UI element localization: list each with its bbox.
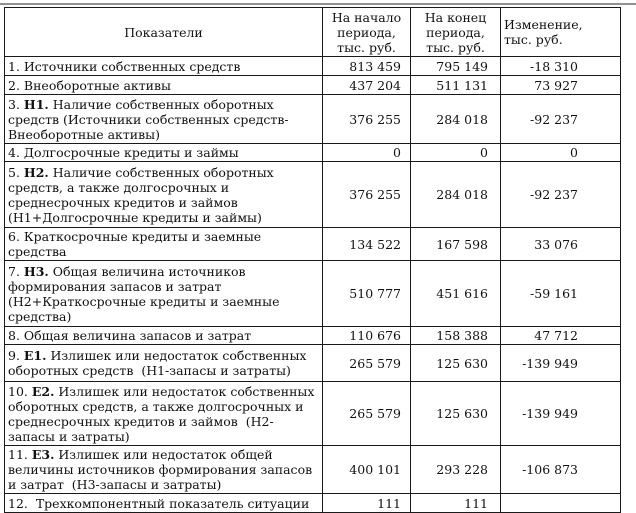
change-value-cell: -92 237 xyxy=(501,95,621,144)
indicator-cell: 10. Е2. Излишек или недостаток собственных оборотных средств, а также долгосрочных и среднесрочных кредитов и займов (Н2-запасы и затраты) xyxy=(5,382,323,446)
begin-value-cell: 0 xyxy=(323,144,411,162)
begin-value-cell: 376 255 xyxy=(323,162,411,228)
change-value-cell: -92 237 xyxy=(501,162,621,228)
table-row xyxy=(5,327,621,345)
change-value-cell: 73 927 xyxy=(501,76,621,95)
indicator-cell: 8. Общая величина запасов и затрат xyxy=(5,327,323,345)
table-row xyxy=(5,446,621,494)
change-value-cell: 0 xyxy=(501,144,621,162)
col-header-end-period: На конец периода, тыс. руб. xyxy=(411,8,501,57)
table-row xyxy=(5,494,621,513)
col-header-indicators: Показатели xyxy=(5,8,323,57)
begin-value-cell: 813 459 xyxy=(323,57,411,76)
change-value-cell: 47 712 xyxy=(501,327,621,345)
begin-value-cell: 376 255 xyxy=(323,95,411,144)
indicator-cell: 3. Н1. Наличие собственных оборотных средств (Источники собственных средств-Внеоборотные активы) xyxy=(5,95,323,144)
begin-value-cell: 265 579 xyxy=(323,382,411,446)
change-value-cell: -18 310 xyxy=(501,57,621,76)
begin-value-cell: 265 579 xyxy=(323,345,411,382)
table-row xyxy=(5,57,621,76)
begin-value-cell: 110 676 xyxy=(323,327,411,345)
end-value-cell: 158 388 xyxy=(411,327,501,345)
indicator-cell: 5. Н2. Наличие собственных оборотных средств, а также долгосрочных и среднесрочных кредитов и займов (Н1+Долгосрочные кредиты и займы) xyxy=(5,162,323,228)
indicator-cell: 1. Источники собственных средств xyxy=(5,57,323,76)
begin-value-cell: 437 204 xyxy=(323,76,411,95)
end-value-cell: 0 xyxy=(411,144,501,162)
indicator-cell: 12. Трехкомпонентный показатель ситуации xyxy=(5,494,323,513)
col-header-begin-period: На начало периода, тыс. руб. xyxy=(323,8,411,57)
table-row xyxy=(5,261,621,327)
table-row xyxy=(5,162,621,228)
table-row xyxy=(5,144,621,162)
table-row xyxy=(5,345,621,382)
table-row xyxy=(5,95,621,144)
change-value-cell: -139 949 xyxy=(501,345,621,382)
change-value-cell xyxy=(501,494,621,513)
end-value-cell: 293 228 xyxy=(411,446,501,494)
table-row xyxy=(5,228,621,261)
indicator-cell: 4. Долгосрочные кредиты и займы xyxy=(5,144,323,162)
begin-value-cell: 400 101 xyxy=(323,446,411,494)
end-value-cell: 167 598 xyxy=(411,228,501,261)
change-value-cell: -139 949 xyxy=(501,382,621,446)
begin-value-cell: 510 777 xyxy=(323,261,411,327)
indicator-cell: 6. Краткосрочные кредиты и заемные средства xyxy=(5,228,323,261)
indicator-cell: 7. Н3. Общая величина источников формирования запасов и затрат (Н2+Краткосрочные кредиты и заемные средства) xyxy=(5,261,323,327)
end-value-cell: 125 630 xyxy=(411,382,501,446)
end-value-cell: 795 149 xyxy=(411,57,501,76)
begin-value-cell: 134 522 xyxy=(323,228,411,261)
end-value-cell: 284 018 xyxy=(411,95,501,144)
indicator-cell: 9. Е1. Излишек или недостаток собственных оборотных средств (Н1-запасы и затраты) xyxy=(5,345,323,382)
table-row xyxy=(5,382,621,446)
col-header-change: Изменение, тыс. руб. xyxy=(501,8,621,57)
end-value-cell: 511 131 xyxy=(411,76,501,95)
change-value-cell: -59 161 xyxy=(501,261,621,327)
end-value-cell: 451 616 xyxy=(411,261,501,327)
end-value-cell: 111 xyxy=(411,494,501,513)
header-row xyxy=(5,8,621,57)
begin-value-cell: 111 xyxy=(323,494,411,513)
change-value-cell: 33 076 xyxy=(501,228,621,261)
image-top-edge-line xyxy=(0,3,636,5)
change-value-cell: -106 873 xyxy=(501,446,621,494)
indicator-cell: 11. Е3. Излишек или недостаток общей величины источников формирования запасов и затрат (Н3-запасы и затраты) xyxy=(5,446,323,494)
table-row xyxy=(5,76,621,95)
end-value-cell: 125 630 xyxy=(411,345,501,382)
indicator-cell: 2. Внеоборотные активы xyxy=(5,76,323,95)
end-value-cell: 284 018 xyxy=(411,162,501,228)
financial-stability-table xyxy=(4,7,621,513)
